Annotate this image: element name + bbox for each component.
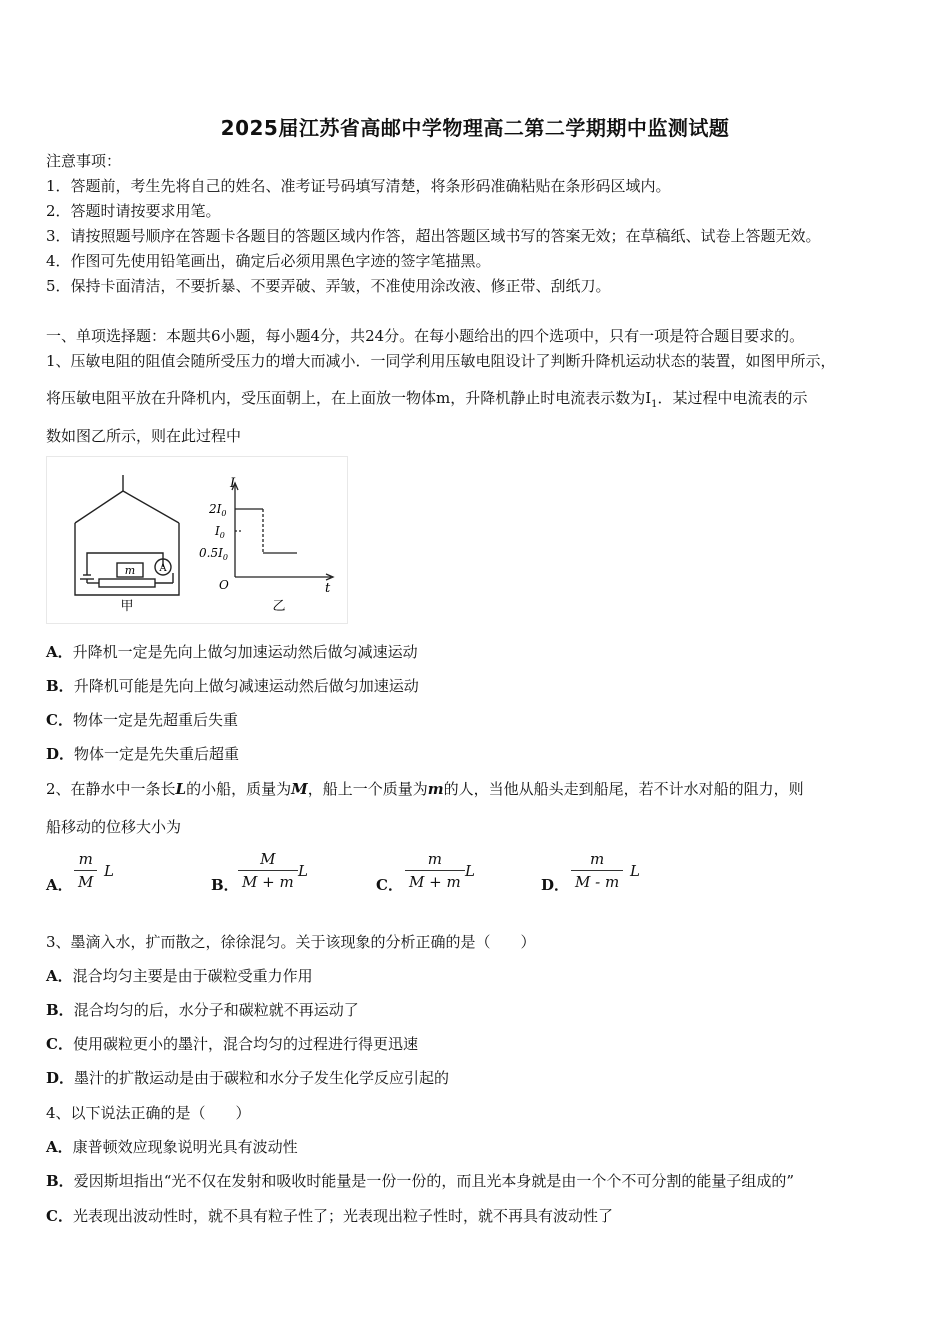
q1-option[interactable] xyxy=(46,710,238,730)
q1-option[interactable] xyxy=(46,642,418,662)
q2-text: 的人，当他从船头走到船尾，若不计水对船的阻力，则 xyxy=(443,780,804,798)
q1-stem-line: 数如图乙所示，则在此过程中 xyxy=(46,427,242,445)
elevator-roof xyxy=(75,491,179,523)
q3-option[interactable] xyxy=(46,966,313,986)
tick-label-05I0: $0.5I_0$ xyxy=(199,546,228,562)
option-text: 光表现出波动性时，就不具有粒子性了；光表现出粒子性时，就不再具有波动性了 xyxy=(72,1207,613,1225)
option-text: 物体一定是先超重后失重 xyxy=(72,711,238,729)
q3-option[interactable] xyxy=(46,1000,359,1020)
q2-var: m xyxy=(427,780,444,798)
option-text: 升降机可能是先向上做匀减速运动然后做匀加速运动 xyxy=(73,677,419,695)
option-label: D． xyxy=(46,745,75,763)
option-label: D． xyxy=(46,1069,75,1087)
figure-caption-left: 甲 xyxy=(120,599,134,614)
q3-option[interactable] xyxy=(46,1068,449,1088)
q3-stem: 3、墨滴入水，扩而散之，徐徐混匀。关于该现象的分析正确的是（ ） xyxy=(46,933,536,951)
fraction xyxy=(405,850,465,891)
q2-stem-line: 船移动的位移大小为 xyxy=(46,818,182,836)
q1-stem-text: 将压敏电阻平放在升降机内，受压面朝上，在上面放一物体m，升降机静止时电流表示数为I xyxy=(46,389,652,407)
fraction-tail: L xyxy=(630,862,640,880)
q2-var: M xyxy=(291,780,308,798)
fraction-numerator: m xyxy=(589,850,605,868)
option-label: B． xyxy=(46,1001,74,1019)
option-text: 混合均匀主要是由于碳粒受重力作用 xyxy=(72,967,313,985)
q2-text: 的小船，质量为 xyxy=(186,780,292,798)
fraction-denominator: M - m xyxy=(571,870,623,891)
q4-option[interactable] xyxy=(46,1206,613,1226)
fraction-numerator: M xyxy=(260,850,276,868)
q1-stem-line: 1、压敏电阻的阻值会随所受压力的增大而减小．一同学利用压敏电阻设计了判断升降机运动状态的装置，如图甲所示， xyxy=(46,352,836,370)
option-label: B． xyxy=(46,677,74,695)
mass-label: m xyxy=(124,564,136,577)
notice-item: 4．作图可先使用铅笔画出，确定后必须用黑色字迹的签字笔描黑。 xyxy=(46,252,491,270)
q3-option[interactable] xyxy=(46,1034,418,1054)
notice-item: 3．请按照题号顺序在答题卡各题目的答题区域内作答，超出答题区域书写的答案无效；在草稿纸、试卷上答题无效。 xyxy=(46,227,821,245)
fraction-tail: L xyxy=(298,862,308,880)
page-title: 2025届江苏省高邮中学物理高二第二学期期中监测试题 xyxy=(220,116,730,140)
q4-stem: 4、以下说法正确的是（ ） xyxy=(46,1104,251,1122)
fraction xyxy=(238,850,298,891)
q1-subscript: 1 xyxy=(651,399,658,410)
fraction-tail: L xyxy=(104,862,114,880)
q1-option[interactable] xyxy=(46,676,419,696)
option-label: A． xyxy=(46,876,73,894)
option-label: C． xyxy=(46,1207,73,1225)
option-label: B． xyxy=(211,876,239,894)
section-heading: 一、单项选择题：本题共6小题，每小题4分，共24分。在每小题给出的四个选项中，只有一项是符合题目要求的。 xyxy=(46,327,805,345)
fraction-denominator: M xyxy=(74,870,97,891)
option-label: A． xyxy=(46,967,73,985)
option-label: C． xyxy=(46,711,73,729)
q4-option[interactable] xyxy=(46,1171,794,1191)
option-label: C． xyxy=(46,1035,73,1053)
tick-label-2I0: $2I_0$ xyxy=(209,502,227,518)
q2-text: 2、在静水中一条长 xyxy=(46,780,176,798)
q2-text: ，船上一个质量为 xyxy=(307,780,428,798)
q2-var: L xyxy=(175,780,187,798)
q1-figure xyxy=(46,456,348,624)
option-label: C． xyxy=(376,876,403,894)
notice-item: 1．答题前，考生先将自己的姓名、准考证号码填写清楚，将条形码准确粘贴在条形码区域内。 xyxy=(46,177,671,195)
option-text: 使用碳粒更小的墨汁，混合均匀的过程进行得更迅速 xyxy=(72,1035,418,1053)
q1-figure-svg xyxy=(47,457,347,623)
option-text: 爱因斯坦指出“光不仅在发射和吸收时能量是一份一份的，而且光本身就是由一个个不可分割的能量子组成的” xyxy=(73,1172,795,1190)
q1-stem-line xyxy=(46,388,808,415)
option-label: D． xyxy=(541,876,570,894)
q4-option[interactable] xyxy=(46,1137,298,1157)
option-label: A． xyxy=(46,643,73,661)
fraction-denominator: M + m xyxy=(238,870,298,891)
notice-item: 5．保持卡面清洁，不要折暴、不要弄破、弄皱，不准使用涂改液、修正带、刮纸刀。 xyxy=(46,277,611,295)
fraction-numerator: m xyxy=(427,850,442,868)
option-label: B． xyxy=(46,1172,74,1190)
fraction-tail: L xyxy=(465,862,475,880)
option-text: 康普顿效应现象说明光具有波动性 xyxy=(72,1138,298,1156)
fraction xyxy=(571,850,623,891)
q1-option[interactable] xyxy=(46,744,239,764)
option-text: 升降机一定是先向上做匀加速运动然后做匀减速运动 xyxy=(72,643,418,661)
y-axis-label: I xyxy=(230,476,236,491)
tick-label-I0: $I_0$ xyxy=(215,524,225,540)
notice-heading: 注意事项： xyxy=(46,152,122,170)
option-label: A． xyxy=(46,1138,73,1156)
fraction xyxy=(74,850,97,891)
q1-stem-text: ．某过程中电流表的示 xyxy=(657,389,808,407)
ammeter-label: A xyxy=(159,563,167,574)
fraction-numerator: m xyxy=(78,850,93,868)
option-text: 墨汁的扩散运动是由于碳粒和水分子发生化学反应引起的 xyxy=(74,1069,450,1087)
pressure-resistor xyxy=(99,579,155,587)
figure-caption-right: 乙 xyxy=(272,599,286,614)
fraction-denominator: M + m xyxy=(405,870,465,891)
option-text: 物体一定是先失重后超重 xyxy=(74,745,240,763)
notice-item: 2．答题时请按要求用笔。 xyxy=(46,202,221,220)
origin-label: O xyxy=(219,578,229,592)
q2-stem-line xyxy=(46,779,804,799)
x-axis-label: t xyxy=(325,581,331,596)
option-text: 混合均匀的后，水分子和碳粒就不再运动了 xyxy=(73,1001,359,1019)
